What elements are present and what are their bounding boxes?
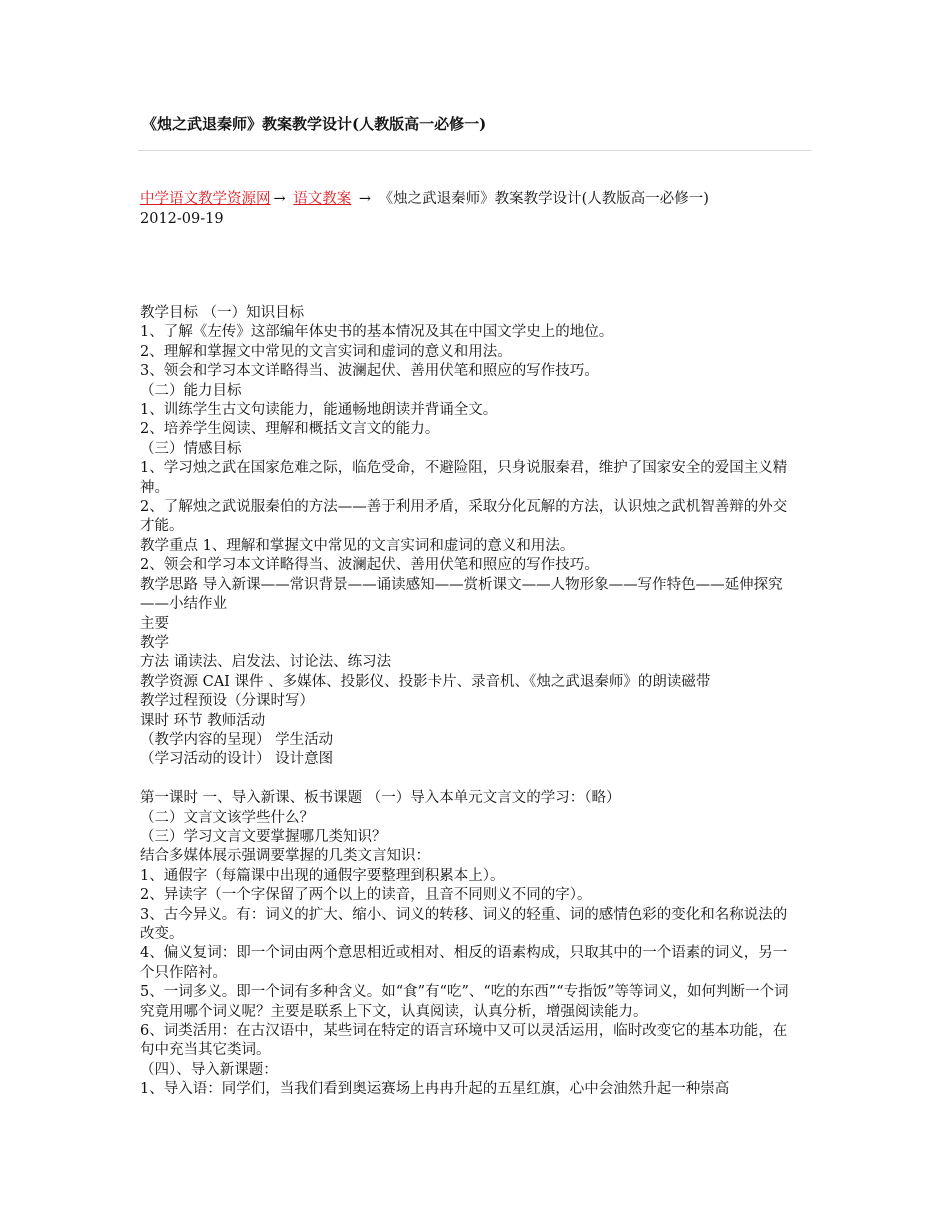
article-paragraph: 教学目标 （一）知识目标 bbox=[140, 305, 305, 321]
article-paragraph: （三）学习文言文要掌握哪几类知识？ bbox=[140, 828, 387, 845]
article-paragraph: 2、了解烛之武说服秦伯的方法——善于利用矛盾，采取分化瓦解的方法，认识烛之武机智善辩的外交才能。 bbox=[140, 499, 788, 535]
article-paragraph: 课时 环节 教师活动 bbox=[140, 712, 266, 729]
article-paragraph: （二）能力目标 bbox=[140, 382, 242, 399]
article-paragraph: 2、异读字（一个字保留了两个以上的读音，且音不同则义不同的字）。 bbox=[140, 887, 592, 904]
article-paragraph: 教学资源 CAI 课件 、多媒体、投影仪、投影卡片、录音机、《烛之武退秦师》的朗读磁带 bbox=[140, 673, 711, 690]
article-paragraph: 教学思路 导入新课——常识背景——诵读感知——赏析课文——人物形象——写作特色——延伸探究——小结作业 bbox=[140, 576, 783, 613]
breadcrumb-arrow-icon: → bbox=[358, 191, 372, 207]
article-paragraph: 1、学习烛之武在国家危难之际，临危受命，不避险阻，只身说服秦君，维护了国家安全的爱国主义精神。 bbox=[140, 460, 788, 496]
article-paragraph: 1、通假字（每篇课中出现的通假字要整理到积累本上）。 bbox=[140, 867, 505, 884]
article-paragraph: 4、偏义复词：即一个词由两个意思相近或相对、相反的语素构成，只取其中的一个语素的词义，另一个只作陪衬。 bbox=[140, 945, 788, 981]
article-paragraph: 主要 bbox=[140, 615, 169, 632]
article-paragraph: 6、词类活用：在古汉语中，某些词在特定的语言环境中又可以灵活运用，临时改变它的基本功能，在句中充当其它类词。 bbox=[140, 1023, 788, 1059]
page-title: 《烛之武退秦师》教案教学设计(人教版高一必修一) bbox=[142, 115, 487, 133]
article-paragraph: 第一课时 一、导入新课、板书课题 （一）导入本单元文言文的学习：（略） bbox=[140, 790, 621, 807]
article-paragraph: 1、训练学生古文句读能力，能通畅地朗读并背诵全文。 bbox=[140, 402, 498, 419]
article-body bbox=[140, 304, 800, 1100]
breadcrumb bbox=[140, 189, 709, 209]
article-paragraph: （二）文言文该学些什么？ bbox=[140, 809, 314, 826]
article-paragraph: 2、培养学生阅读、理解和概括文言文的能力。 bbox=[140, 421, 440, 438]
article-paragraph bbox=[140, 770, 800, 789]
article-paragraph: （四）、导入新课题： bbox=[140, 1061, 278, 1078]
article-paragraph: 2、领会和学习本文详略得当、波澜起伏、善用伏笔和照应的写作技巧。 bbox=[140, 557, 599, 574]
article-paragraph: 方法 诵读法、启发法、讨论法、练习法 bbox=[140, 654, 392, 671]
breadcrumb-category-link[interactable]: 语文教案 bbox=[293, 191, 352, 207]
article-paragraph: 2、理解和掌握文中常见的文言实词和虚词的意义和用法。 bbox=[140, 343, 512, 360]
article-paragraph: 1、导入语：同学们，当我们看到奥运赛场上冉冉升起的五星红旗，心中会油然升起一种崇高 bbox=[140, 1081, 730, 1098]
article-paragraph: 5、一词多义。即一个词有多种含义。如“食”有“吃”、“吃的东西”“专指饭”等等词义，如何判断一个词究竟用哪个词义呢？主要是联系上下文，认真阅读，认真分析，增强阅读能力。 bbox=[140, 984, 789, 1020]
article-paragraph: （教学内容的呈现） 学生活动 bbox=[140, 731, 334, 748]
breadcrumb-site-link[interactable]: 中学语文教学资源网 bbox=[140, 191, 271, 207]
article-paragraph: 结合多媒体展示强调要掌握的几类文言知识： bbox=[140, 848, 430, 865]
article-paragraph: （三）情感目标 bbox=[140, 440, 242, 457]
article-paragraph: （学习活动的设计） 设计意图 bbox=[140, 751, 334, 768]
article-paragraph: 3、领会和学习本文详略得当、波澜起伏、善用伏笔和照应的写作技巧。 bbox=[140, 363, 599, 380]
article-paragraph: 教学重点 1、理解和掌握文中常见的文言实词和虚词的意义和用法。 bbox=[140, 537, 575, 554]
article-paragraph: 教学过程预设（分课时写） bbox=[140, 693, 314, 710]
article-paragraph: 3、古今异义。有：词义的扩大、缩小、词义的转移、词义的轻重、词的感情色彩的变化和名称说法的改变。 bbox=[140, 906, 788, 942]
title-divider bbox=[138, 150, 811, 151]
article-paragraph: 1、了解《左传》这部编年体史书的基本情况及其在中国文学史上的地位。 bbox=[140, 324, 614, 341]
breadcrumb-arrow-icon: → bbox=[273, 191, 286, 207]
article-paragraph: 教学 bbox=[140, 634, 169, 651]
publish-date: 2012-09-19 bbox=[140, 211, 224, 227]
breadcrumb-current: 《烛之武退秦师》教案教学设计(人教版高一必修一) bbox=[378, 191, 709, 207]
